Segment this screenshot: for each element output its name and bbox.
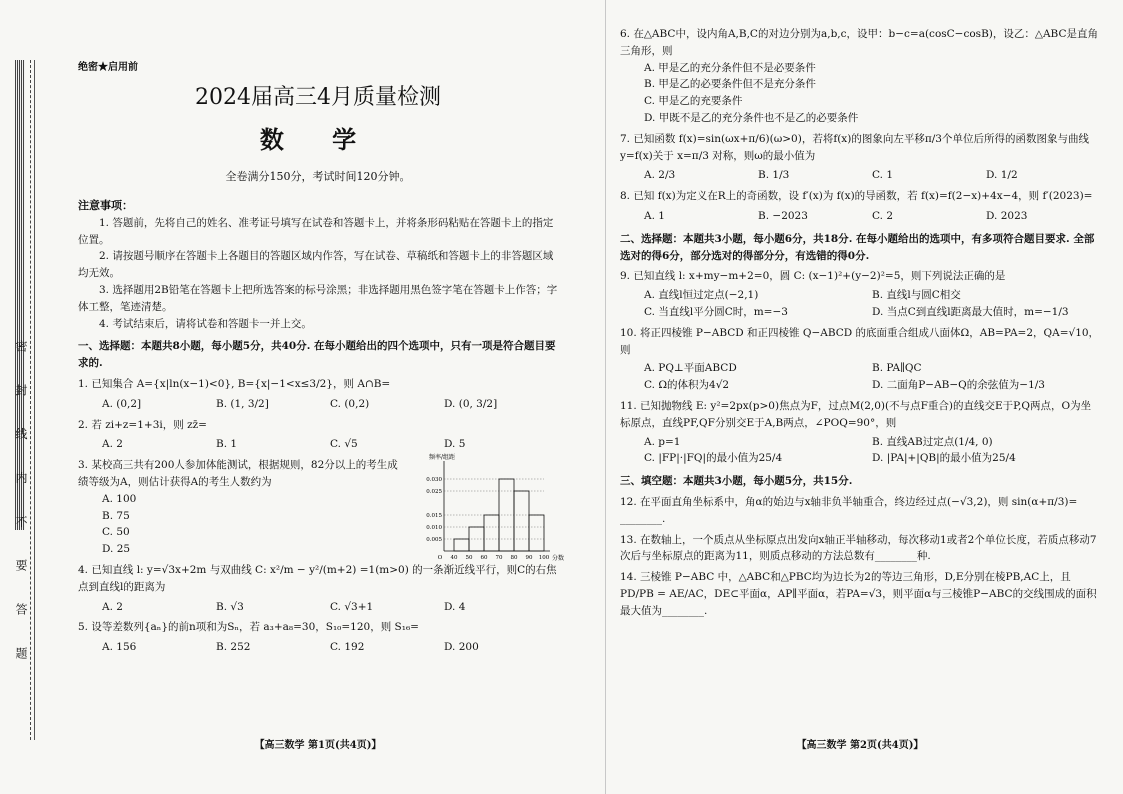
option: C. 1 bbox=[872, 169, 894, 182]
y-tick-label: 0.015 bbox=[426, 513, 442, 520]
option: B. 甲是乙的必要条件但不是充分条件 bbox=[644, 78, 816, 91]
exam-info: 全卷满分150分，考试时间120分钟。 bbox=[225, 169, 411, 183]
seal-warning: 密 封 线 内 不 要 答 题 bbox=[14, 340, 28, 673]
question-3: 3. 某校高三共有200人参加体能测试，根据规则，82分以上的考生成绩等级为A，则估计获得A的考生人数约为 bbox=[78, 459, 398, 488]
question-1: 1. 已知集合 A={x|ln(x−1)<0}, B={x|−1<x≤3/2}，则 A∩B= bbox=[78, 377, 391, 390]
option: A. 2 bbox=[102, 438, 123, 451]
question-1-options bbox=[78, 396, 558, 413]
option: A. (0,2] bbox=[102, 397, 142, 410]
question-8: 8. 已知 f(x)为定义在R上的奇函数，设 f′(x)为 f(x)的导函数，若 f(x)=f(2−x)+4x−4，则 f′(2023)= bbox=[620, 190, 1093, 203]
y-tick-label: 0.025 bbox=[426, 489, 442, 496]
page-divider bbox=[605, 0, 606, 794]
secret-label: 绝密★启用前 bbox=[78, 62, 138, 73]
question-4-options bbox=[78, 599, 558, 616]
y-tick-label: 0.030 bbox=[426, 477, 442, 484]
note-1: 1. 答题前，先将自己的姓名、准考证号填写在试卷和答题卡上，并将条形码粘贴在答题卡上的指定位置。 bbox=[78, 216, 554, 246]
frequency-histogram bbox=[408, 451, 565, 571]
option: C. (0,2) bbox=[330, 397, 370, 410]
option: A. PQ⊥平面ABCD bbox=[644, 362, 737, 375]
question-14: 14. 三棱锥 P−ABC 中，△ABC和△PBC均为边长为2的等边三角形，D,E分别在棱PB,AC上，且 PD/PB = AE/AC，DE⊂平面α，AP∥平面α，若PA=√3，则平面α与三棱锥P−ABC的交线围成的面积最大值为________. bbox=[620, 571, 1097, 617]
option: C. √3+1 bbox=[330, 600, 374, 613]
option: B. (1, 3/2] bbox=[216, 397, 269, 410]
option: C. Ω的体积为4√2 bbox=[644, 379, 730, 392]
option: C. 50 bbox=[102, 526, 130, 539]
notes-heading: 注意事项： bbox=[78, 199, 133, 213]
question-8-options bbox=[620, 208, 1100, 225]
option: D. 5 bbox=[444, 438, 466, 451]
y-axis-label: 频率/组距 bbox=[428, 454, 456, 462]
section-3-heading: 三、填空题：本题共3小题，每小题5分，共15分. bbox=[620, 475, 853, 488]
seal-line bbox=[30, 60, 31, 740]
question-7-options bbox=[620, 167, 1100, 184]
option: D. 当点C到直线l距离最大值时，m=−1/3 bbox=[872, 305, 1069, 318]
note-4: 4. 考试结束后，请将试卷和答题卡一并上交。 bbox=[99, 317, 312, 330]
question-10-options bbox=[620, 360, 1100, 394]
x-tick-label: 60 bbox=[480, 555, 488, 562]
page-1 bbox=[78, 20, 565, 790]
question-11: 11. 已知抛物线 E: y²=2px(p>0)焦点为F，过点M(2,0)(不与点F重合)的直线交E于P,Q两点，O为坐标原点，直线PF,QF分别交E于A,B两点，∠POQ=90°，则 bbox=[620, 399, 1092, 429]
histogram-bar bbox=[484, 515, 499, 551]
x-tick-label: O bbox=[437, 555, 443, 562]
question-12: 12. 在平面直角坐标系中，角α的始边与x轴非负半轴重合，终边经过点(−√3,2)，则 sin(α+π/3)= ________. bbox=[620, 495, 1078, 525]
x-tick-label: 70 bbox=[495, 555, 503, 562]
question-4: 4. 已知直线 l: y=√3x+2m 与双曲线 C: x²/m − y²/(m+2) =1(m>0) 的一条渐近线平行，则C的右焦点到直线l的距离为 bbox=[78, 563, 557, 593]
option: B. 直线AB过定点(1/4, 0) bbox=[872, 435, 993, 448]
option: B. 1 bbox=[216, 438, 238, 451]
option: D. 二面角P−AB−Q的余弦值为−1/3 bbox=[872, 379, 1045, 392]
histogram-bar bbox=[514, 491, 529, 551]
option: D. 200 bbox=[444, 641, 479, 654]
option: B. 75 bbox=[102, 509, 130, 522]
page-footer: 【高三数学 第2页(共4页)】 bbox=[796, 740, 924, 751]
y-tick-label: 0.010 bbox=[426, 525, 442, 532]
question-2: 2. 若 zi+z=1+3i，则 zz̄= bbox=[78, 418, 207, 431]
option: D. (0, 3/2] bbox=[444, 397, 498, 410]
x-tick-label: 40 bbox=[450, 555, 458, 562]
exam-title: 2024届高三4月质量检测 bbox=[195, 85, 441, 110]
option: A. 甲是乙的充分条件但不是必要条件 bbox=[644, 61, 816, 74]
question-3-block bbox=[78, 454, 565, 563]
option: C. √5 bbox=[330, 438, 358, 451]
option: A. 2 bbox=[102, 600, 123, 613]
option: C. |FP|·|FQ|的最小值为25/4 bbox=[644, 452, 783, 465]
option: D. |PA|+|QB|的最小值为25/4 bbox=[872, 452, 1016, 465]
option: C. 当直线l平分圆C时，m=−3 bbox=[644, 305, 788, 318]
option: D. 4 bbox=[444, 600, 466, 613]
y-tick-label: 0.005 bbox=[426, 537, 442, 544]
option: A. p=1 bbox=[644, 435, 681, 448]
option: A. 1 bbox=[644, 209, 665, 222]
question-10: 10. 将正四棱锥 P−ABCD 和正四棱锥 Q−ABCD 的底面重合组成八面体Ω，AB=PA=2，QA=√10，则 bbox=[620, 326, 1100, 356]
histogram-bar bbox=[529, 515, 544, 551]
section-1-heading: 一、选择题：本题共8小题，每小题5分，共40分. 在每小题给出的四个选项中，只有一项是符合题目要求的. bbox=[78, 340, 556, 370]
option: D. 1/2 bbox=[986, 169, 1018, 182]
option: A. 156 bbox=[102, 641, 137, 654]
option: B. −2023 bbox=[758, 209, 808, 222]
question-6-options bbox=[620, 60, 1100, 127]
x-tick-label: 50 bbox=[465, 555, 473, 562]
option: A. 100 bbox=[102, 492, 137, 505]
x-tick-label: 100 bbox=[538, 555, 550, 562]
question-9-options bbox=[620, 287, 1100, 321]
histogram-bar bbox=[454, 539, 469, 551]
option: C. 甲是乙的充要条件 bbox=[644, 95, 743, 108]
option: D. 甲既不是乙的充分条件也不是乙的必要条件 bbox=[644, 111, 859, 124]
x-tick-label: 90 bbox=[525, 555, 533, 562]
x-tick-label: 80 bbox=[510, 555, 518, 562]
note-2: 2. 请按题号顺序在答题卡上各题目的答题区域内作答，写在试卷、草稿纸和答题卡上的非答题区域均无效。 bbox=[78, 250, 554, 280]
option: B. 252 bbox=[216, 641, 251, 654]
option: D. 25 bbox=[102, 543, 131, 556]
question-9: 9. 已知直线 l: x+my−m+2=0，圆 C: (x−1)²+(y−2)²=5，则下列说法正确的是 bbox=[620, 270, 1006, 283]
option: B. 直线l与圆C相交 bbox=[872, 289, 961, 302]
option: D. 2023 bbox=[986, 209, 1028, 222]
question-7: 7. 已知函数 f(x)=sin(ωx+π/6)(ω>0)，若将f(x)的图象向左平移π/3个单位后所得的函数图象与曲线 y=f(x)关于 x=π/3 对称，则ω的最小值为 bbox=[620, 132, 1089, 162]
option: B. 1/3 bbox=[758, 169, 790, 182]
option: B. √3 bbox=[216, 600, 244, 613]
option: A. 直线l恒过定点(−2,1) bbox=[644, 289, 759, 302]
question-11-options bbox=[620, 434, 1100, 468]
question-5-options bbox=[78, 639, 558, 656]
option: C. 192 bbox=[330, 641, 365, 654]
question-13: 13. 在数轴上，一个质点从坐标原点出发向x轴正半轴移动，每次移动1或者2个单位长度，若质点移动7次后与坐标原点的距离为11，则质点移动的方法总数有________种. bbox=[620, 533, 1097, 563]
x-axis-label: 分数 bbox=[552, 555, 565, 563]
note-3: 3. 选择题用2B铅笔在答题卡上把所选答案的标号涂黑；非选择题用黑色签字笔在答题卡上作答；字体工整，笔迹清楚。 bbox=[78, 283, 558, 313]
subject-title: 数 学 bbox=[259, 125, 377, 155]
page-footer: 【高三数学 第1页(共4页)】 bbox=[254, 740, 382, 751]
question-6: 6. 在△ABC中，设内角A,B,C的对边分别为a,b,c，设甲：b−c=a(cosC−cosB)，设乙：△ABC是直角三角形，则 bbox=[620, 28, 1098, 57]
option: B. PA∥QC bbox=[872, 362, 922, 375]
binding-strip bbox=[12, 60, 35, 740]
section-2-heading: 二、选择题：本题共3小题，每小题6分，共18分. 在每小题给出的选项中，有多项符合题目要求. 全部选对的得6分，部分选对的得部分分，有选错的得0分. bbox=[620, 232, 1095, 262]
page-2 bbox=[620, 20, 1100, 790]
option: A. 2/3 bbox=[644, 169, 676, 182]
option: C. 2 bbox=[872, 209, 894, 222]
question-5: 5. 设等差数列{aₙ}的前n项和为Sₙ，若 a₃+a₈=30，S₁₀=120，则 S₁₆= bbox=[78, 621, 419, 634]
